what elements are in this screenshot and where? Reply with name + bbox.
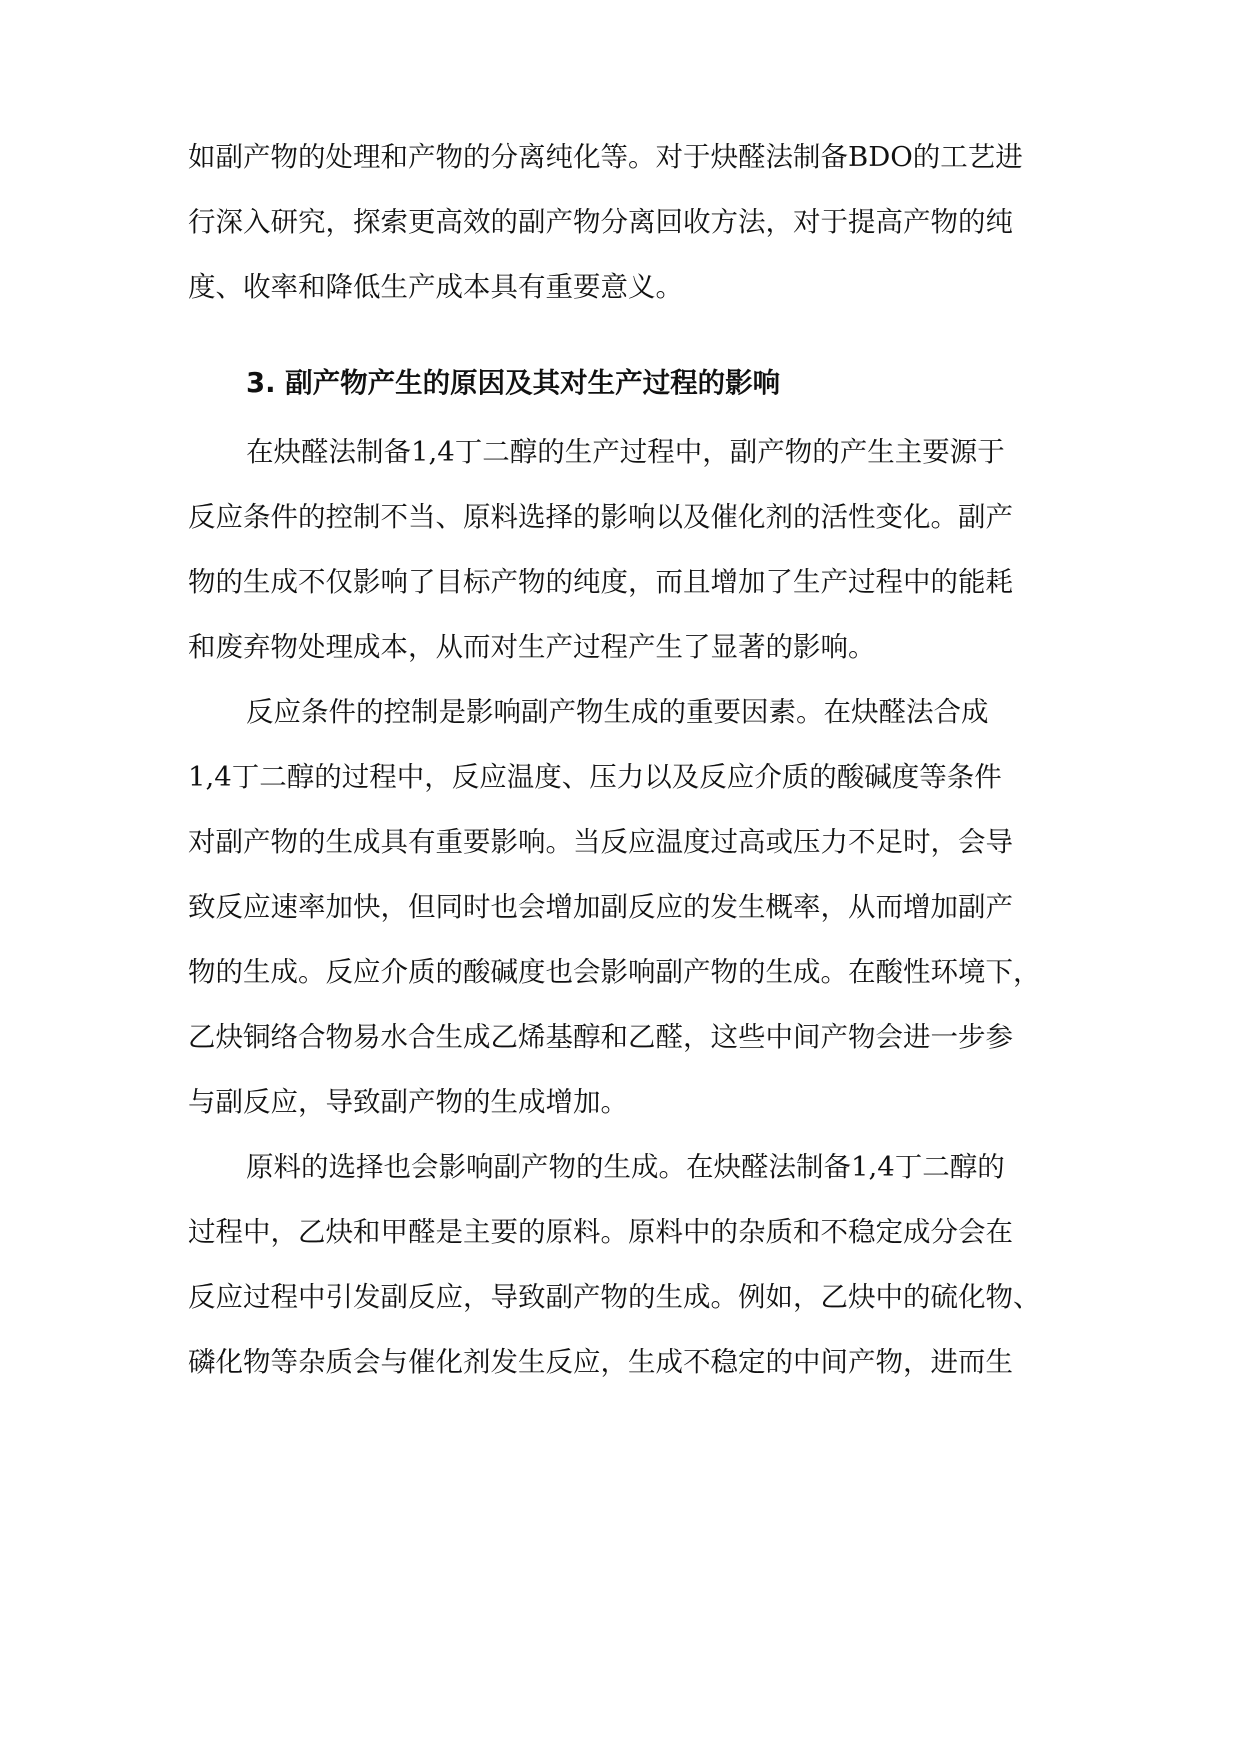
text-line: 度、收率和降低生产成本具有重要意义。 xyxy=(188,271,683,303)
text-line: 物的生成。反应介质的酸碱度也会影响副产物的生成。在酸性环境下， xyxy=(188,956,1041,988)
text-line: 原料的选择也会影响副产物的生成。在炔醛法制备1,4丁二醇的 xyxy=(246,1151,1005,1183)
text-line: 反应过程中引发副反应，导致副产物的生成。例如，乙炔中的硫化物、 xyxy=(188,1281,1041,1313)
section-heading: 3. 副产物产生的原因及其对生产过程的影响 xyxy=(246,367,781,399)
text-line: 磷化物等杂质会与催化剂发生反应，生成不稳定的中间产物，进而生 xyxy=(188,1346,1013,1378)
text-line: 乙炔铜络合物易水合生成乙烯基醇和乙醛，这些中间产物会进一步参 xyxy=(188,1021,1013,1053)
text-line: 和废弃物处理成本，从而对生产过程产生了显著的影响。 xyxy=(188,631,876,663)
text-line: 1,4丁二醇的过程中，反应温度、压力以及反应介质的酸碱度等条件 xyxy=(188,761,1002,793)
text-line: 行深入研究，探索更高效的副产物分离回收方法，对于提高产物的纯 xyxy=(188,206,1013,238)
text-line: 过程中，乙炔和甲醛是主要的原料。原料中的杂质和不稳定成分会在 xyxy=(188,1216,1013,1248)
text-line: 反应条件的控制不当、原料选择的影响以及催化剂的活性变化。副产 xyxy=(188,501,1013,533)
text-line: 致反应速率加快，但同时也会增加副反应的发生概率，从而增加副产 xyxy=(188,891,1013,923)
text-line: 对副产物的生成具有重要影响。当反应温度过高或压力不足时，会导 xyxy=(188,826,1013,858)
text-line: 在炔醛法制备1,4丁二醇的生产过程中，副产物的产生主要源于 xyxy=(246,436,1005,468)
text-line: 与副反应，导致副产物的生成增加。 xyxy=(188,1086,628,1118)
text-line: 物的生成不仅影响了目标产物的纯度，而且增加了生产过程中的能耗 xyxy=(188,566,1013,598)
text-line: 如副产物的处理和产物的分离纯化等。对于炔醛法制备BDO的工艺进 xyxy=(188,141,1023,173)
text-line: 反应条件的控制是影响副产物生成的重要因素。在炔醛法合成 xyxy=(246,696,989,728)
